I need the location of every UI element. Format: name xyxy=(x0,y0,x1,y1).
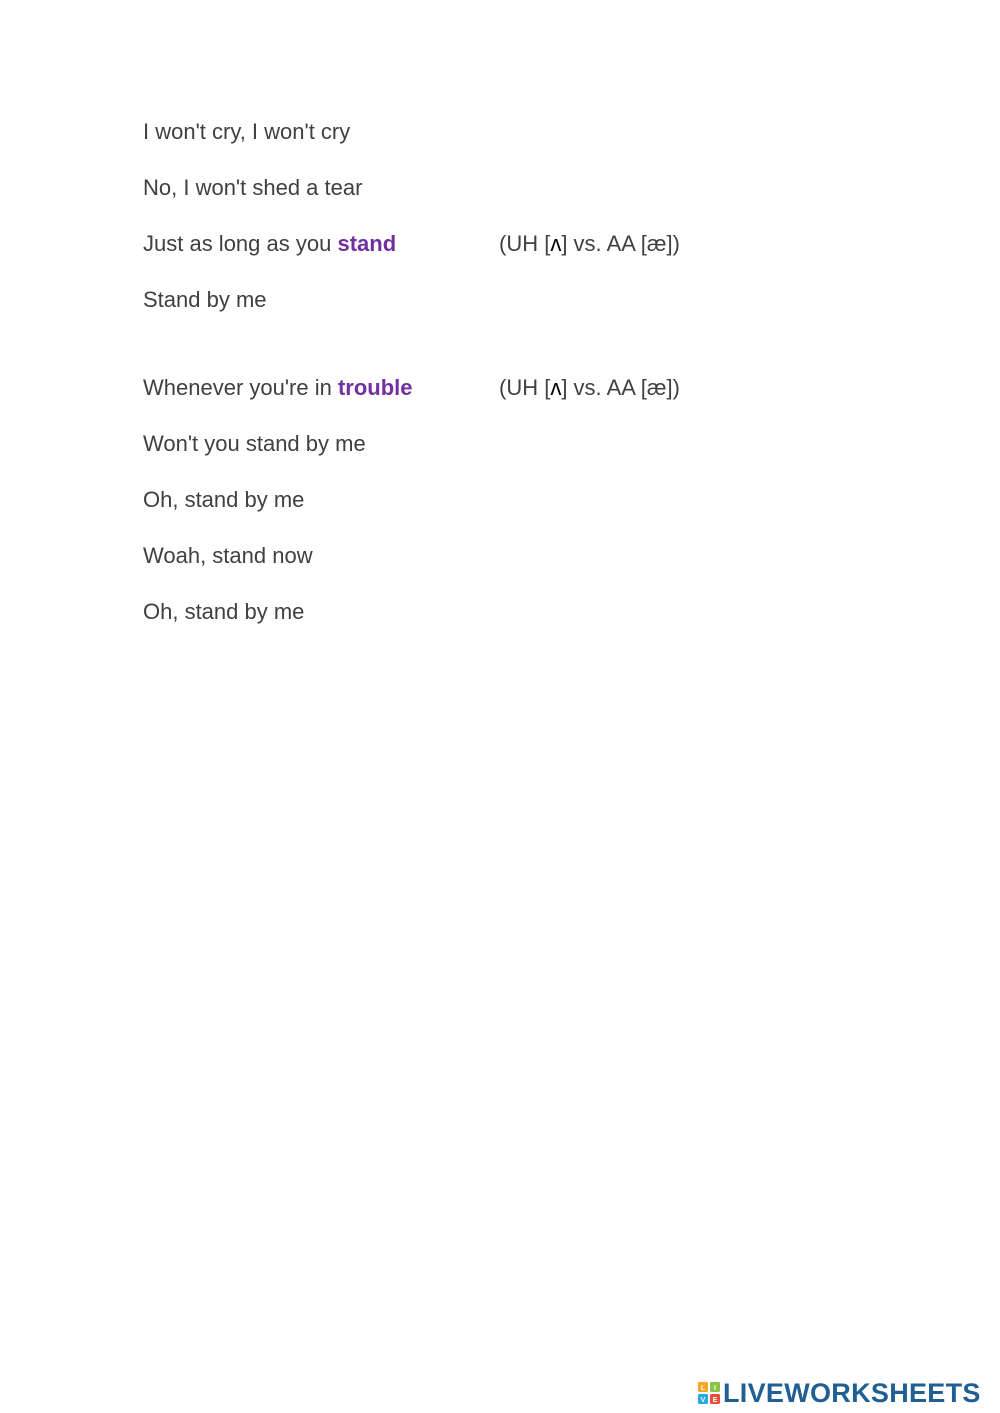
note-1-part-b: ] vs. AA [æ]) xyxy=(561,231,680,256)
lyric-line-9: Oh, stand by me xyxy=(143,599,305,624)
lyric-line-1: I won't cry, I won't cry xyxy=(143,119,351,144)
keyword-trouble: trouble xyxy=(337,375,413,400)
brand-wordmark: LIVEWORKSHEETS xyxy=(723,1377,981,1408)
liveworksheets-brand xyxy=(698,1378,981,1408)
svg-text:E: E xyxy=(712,1397,718,1404)
lyric-line-3 xyxy=(143,231,396,257)
pronunciation-note-2 xyxy=(499,375,680,401)
note-1-part-a: (UH [ xyxy=(499,231,551,256)
note-1-ipa-symbol: ʌ xyxy=(550,231,562,256)
lyric-line-3-text: Just as long as you xyxy=(143,231,338,256)
svg-text:V: V xyxy=(700,1397,706,1404)
liveworksheets-logo-icon xyxy=(698,1382,720,1404)
svg-text:L: L xyxy=(700,1385,706,1392)
keyword-stand: stand xyxy=(337,231,397,256)
lyric-line-7: Oh, stand by me xyxy=(143,487,305,512)
lyric-line-5-text: Whenever you're in xyxy=(143,375,338,400)
lyric-line-6: Won't you stand by me xyxy=(143,431,366,456)
note-2-ipa-symbol: ʌ xyxy=(550,375,562,400)
svg-text:I: I xyxy=(714,1385,716,1392)
note-2-part-a: (UH [ xyxy=(499,375,551,400)
lyric-line-5 xyxy=(143,375,413,401)
lyric-line-2: No, I won't shed a tear xyxy=(143,175,363,200)
note-2-part-b: ] vs. AA [æ]) xyxy=(561,375,680,400)
lyric-line-4: Stand by me xyxy=(143,287,267,312)
lyric-line-8: Woah, stand now xyxy=(143,543,313,568)
pronunciation-note-1 xyxy=(499,231,680,257)
